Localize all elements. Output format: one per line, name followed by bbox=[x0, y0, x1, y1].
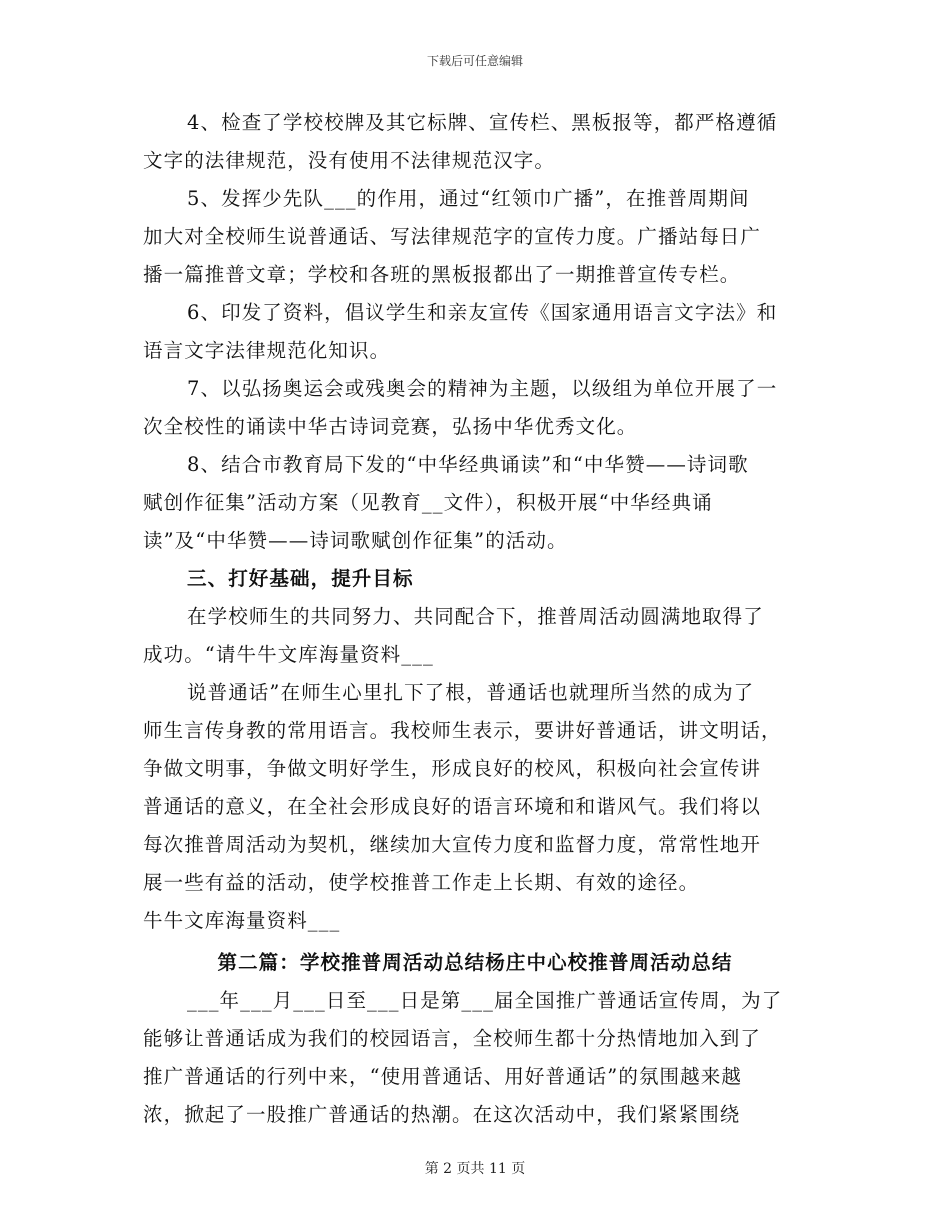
paragraph-line: 在学校师生的共同努力、共同配合下，推普周活动圆满地取得了 bbox=[187, 605, 764, 628]
article-title: 第二篇：学校推普周活动总结杨庄中心校推普周活动总结 bbox=[217, 951, 733, 974]
paragraph-line: 4、检查了学校校牌及其它标牌、宣传栏、黑板报等，都严格遵循 bbox=[187, 111, 778, 134]
page-footer: 第 2 页共 11 页 bbox=[424, 1161, 526, 1177]
paragraph-line: 普通话的意义，在全社会形成良好的语言环境和和谐风气。我们将以 bbox=[143, 795, 762, 818]
page-header: 下载后可任意编辑 bbox=[426, 54, 523, 68]
paragraph-line: 文字的法律规范，没有使用不法律规范汉字。 bbox=[143, 149, 556, 172]
paragraph-line: 浓，掀起了一股推广普通话的热潮。在这次活动中，我们紧紧围绕 bbox=[143, 1103, 741, 1126]
paragraph-line: 能够让普通话成为我们的校园语言，全校师生都十分热情地加入到了 bbox=[143, 1027, 762, 1050]
paragraph-line: 读”及“中华赞——诗词歌赋创作征集”的活动。 bbox=[143, 529, 568, 552]
paragraph-line: 次全校性的诵读中华古诗词竞赛，弘扬中华优秀文化。 bbox=[143, 415, 638, 438]
paragraph-line: 说普通话”在师生心里扎下了根，普通话也就理所当然的成为了 bbox=[187, 681, 755, 704]
paragraph-line: 展一些有益的活动，使学校推普工作走上长期、有效的途径。 bbox=[143, 871, 700, 894]
paragraph-line: ___年___月___日至___日是第___届全国推广普通话宣传周，为了 bbox=[187, 989, 783, 1012]
paragraph-line: 推广普通话的行列中来，“使用普通话、用好普通话”的氛围越来越 bbox=[143, 1065, 742, 1088]
paragraph-line: 牛牛文库海量资料___ bbox=[143, 909, 341, 932]
paragraph-line: 6、印发了资料，倡议学生和亲友宣传《国家通用语言文字法》和 bbox=[187, 301, 778, 324]
paragraph-line: 成功。“请牛牛文库海量资料___ bbox=[143, 643, 434, 666]
paragraph-line: 播一篇推普文章；学校和各班的黑板报都出了一期推普宣传专栏。 bbox=[143, 263, 741, 286]
paragraph-line: 加大对全校师生说普通话、写法律规范字的宣传力度。广播站每日广 bbox=[143, 225, 762, 248]
paragraph-line: 7、以弘扬奥运会或残奥会的精神为主题，以级组为单位开展了一 bbox=[187, 377, 778, 400]
paragraph-line: 5、发挥少先队___的作用，通过“红领巾广播”，在推普周期间 bbox=[187, 187, 750, 210]
paragraph-line: 8、结合市教育局下发的“中华经典诵读”和“中华赞——诗词歌 bbox=[187, 453, 749, 476]
paragraph-line: 赋创作征集”活动方案（见教育__文件），积极开展“中华经典诵 bbox=[143, 491, 713, 514]
document-body bbox=[143, 104, 807, 1134]
paragraph-line: 师生言传身教的常用语言。我校师生表示，要讲好普通话，讲文明话， bbox=[143, 719, 782, 742]
paragraph-line: 每次推普周活动为契机，继续加大宣传力度和监督力度，常常性地开 bbox=[143, 833, 762, 856]
paragraph-line: 语言文字法律规范化知识。 bbox=[143, 339, 391, 362]
paragraph-line: 争做文明事，争做文明好学生，形成良好的校风，积极向社会宣传讲 bbox=[143, 757, 762, 780]
section-heading: 三、打好基础，提升目标 bbox=[187, 567, 414, 590]
